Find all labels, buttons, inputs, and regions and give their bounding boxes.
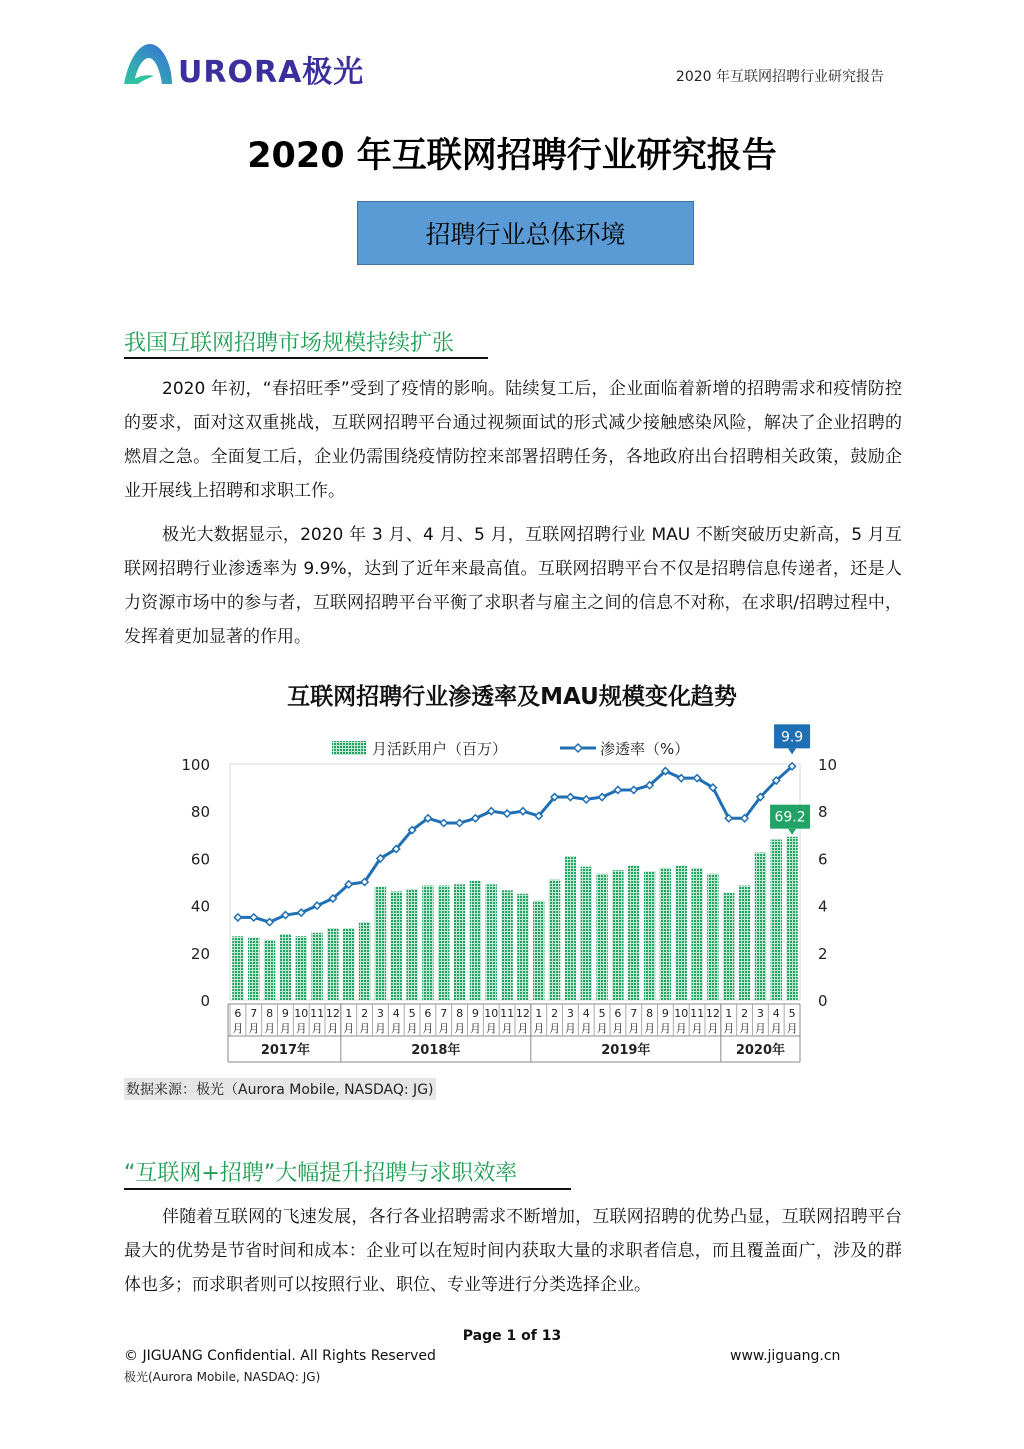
month-tick-label: 8 [646,1007,654,1020]
penetration-point [234,914,241,921]
month-suffix-label: 月 [691,1022,703,1035]
logo-text: URORA极光 [178,55,365,90]
page-number: Page 1 of 13 [462,1328,562,1344]
mau-bar [296,936,307,1000]
month-suffix-label: 月 [390,1022,402,1035]
month-tick-label: 2 [741,1007,749,1020]
section1-heading: 我国互联网招聘市场规模持续扩张 [124,331,455,356]
left-tick-label: 0 [200,992,210,1010]
month-suffix-label: 月 [659,1022,671,1035]
chart-title: 互联网招聘行业渗透率及MAU规模变化趋势 [287,684,737,710]
section-box [357,201,694,265]
right-tick-label: 4 [818,897,828,916]
right-tick-label: 0 [818,992,828,1010]
month-suffix-label: 月 [343,1022,355,1035]
annotation-mau-label: 69.2 [774,809,806,826]
mau-bar [723,893,734,1000]
mau-bar [391,891,402,1000]
section1-heading-underline [124,357,488,359]
month-suffix-label: 月 [564,1022,576,1035]
month-tick-label: 7 [630,1007,638,1020]
month-tick-label: 7 [440,1007,448,1020]
section-box-label: 招聘行业总体环境 [425,220,626,249]
month-tick-label: 6 [424,1007,432,1020]
month-suffix-label: 月 [264,1022,276,1035]
penetration-point [630,786,637,793]
month-suffix-label: 月 [374,1022,386,1035]
left-tick-label: 80 [190,803,210,822]
mau-bar [581,867,592,1000]
legend-bar-swatch [332,741,366,755]
mau-bar [327,928,338,1000]
left-tick-label: 60 [190,850,210,869]
month-suffix-label: 月 [628,1022,640,1035]
month-tick-label: 9 [661,1007,669,1020]
penetration-point [504,810,511,817]
annotation-penetration-label: 9.9 [780,729,804,746]
month-tick-label: 3 [376,1007,384,1020]
month-tick-label: 12 [325,1007,340,1020]
section2-heading-underline [124,1188,571,1190]
mau-bar [311,933,322,1000]
left-tick-label: 20 [190,944,210,963]
month-tick-label: 12 [515,1007,530,1020]
mau-bar [549,880,560,1000]
header-report-label: 2020 年互联网招聘行业研究报告 [675,69,884,85]
month-suffix-label: 月 [438,1022,450,1035]
month-tick-label: 4 [772,1007,780,1020]
mau-bar [264,940,275,1000]
penetration-point [456,820,463,827]
chart [160,722,860,1072]
month-suffix-label: 月 [295,1022,307,1035]
mau-bar [628,865,639,1000]
right-tick-label: 8 [818,803,828,822]
right-tick-label: 6 [818,850,828,869]
month-suffix-label: 月 [485,1022,497,1035]
year-label: 2019年 [601,1043,651,1058]
mau-bar [676,865,687,1000]
month-suffix-label: 月 [612,1022,624,1035]
year-label: 2018年 [411,1043,461,1058]
mau-bar [533,901,544,1000]
month-suffix-label: 月 [422,1022,434,1035]
month-suffix-label: 月 [406,1022,418,1035]
mau-bar [739,886,750,1000]
mau-bar [707,874,718,1000]
month-tick-label: 1 [345,1007,353,1020]
footer-website-link[interactable]: www.jiguang.cn [730,1348,841,1364]
month-tick-label: 7 [250,1007,258,1020]
month-tick-label: 5 [408,1007,416,1020]
legend-penetration-label: 渗透率（%） [600,740,690,758]
legend-line-marker [574,744,582,752]
month-suffix-label: 月 [469,1022,481,1035]
month-tick-label: 2 [361,1007,369,1020]
month-suffix-label: 月 [501,1022,513,1035]
month-suffix-label: 月 [770,1022,782,1035]
penetration-point [519,808,526,815]
mau-bar [280,934,291,1000]
section1-para1: 2020 年初，“春招旺季”受到了疫情的影响。陆续复工后，企业面临着新增的招聘需求和疫情防控的要求，面对这双重挑战，互联网招聘平台通过视频面试的形式减少接触感染风险，解决了企业招聘的燃眉之急。全面复工后，企业仍需围绕疫情防控来部署招聘任务，各地政府出台招聘相关政策，鼓励企业开展线上招聘和求职工作。 [124,379,902,501]
month-suffix-label: 月 [754,1022,766,1035]
month-tick-label: 6 [234,1007,242,1020]
month-suffix-label: 月 [248,1022,260,1035]
month-tick-label: 3 [566,1007,574,1020]
mau-bar [644,871,655,1000]
month-tick-label: 3 [756,1007,764,1020]
penetration-point [440,820,447,827]
month-suffix-label: 月 [723,1022,735,1035]
month-suffix-label: 月 [359,1022,371,1035]
month-suffix-label: 月 [739,1022,751,1035]
month-tick-label: 8 [266,1007,274,1020]
month-tick-label: 11 [690,1007,705,1020]
legend-mau-label: 月活跃用户（百万） [372,740,508,758]
month-tick-label: 6 [614,1007,622,1020]
month-tick-label: 10 [674,1007,689,1020]
month-suffix-label: 月 [644,1022,656,1035]
month-suffix-label: 月 [549,1022,561,1035]
mau-bar [422,886,433,1000]
aurora-logo-icon [122,42,174,86]
month-suffix-label: 月 [311,1022,323,1035]
penetration-point [250,914,257,921]
month-suffix-label: 月 [786,1022,798,1035]
mau-bar [691,868,702,1000]
month-tick-label: 5 [788,1007,796,1020]
month-tick-label: 1 [725,1007,733,1020]
month-suffix-label: 月 [517,1022,529,1035]
month-suffix-label: 月 [580,1022,592,1035]
year-label: 2020年 [735,1043,786,1058]
mau-bar [232,936,243,1000]
section2-para1: 伴随着互联网的飞速发展，各行各业招聘需求不断增加，互联网招聘的优势凸显，互联网招聘平台最大的优势是节省时间和成本：企业可以在短时间内获取大量的求职者信息，而且覆盖面广，涉及的群体也多；而求职者则可以按照行业、职位、专业等进行分类选择企业。 [124,1207,902,1295]
mau-bar [786,837,797,1000]
mau-bar [375,887,386,1000]
mau-bar [486,884,497,1000]
month-tick-label: 9 [471,1007,479,1020]
month-suffix-label: 月 [327,1022,339,1035]
section1-para2: 极光大数据显示，2020 年 3 月、4 月、5 月，互联网招聘行业 MAU 不断突破历史新高，5 月互联网招聘行业渗透率为 9.9%，达到了近年来最高值。互联网招聘平台不仅是招聘信息传递者，还是人力资源市场中的参与者，互联网招聘平台平衡了求职者与雇主之间的信息不对称，在求职/招聘过程中，发挥着更加显著的作用。 [124,525,902,647]
mau-bar [771,840,782,1000]
month-tick-label: 10 [294,1007,309,1020]
month-suffix-label: 月 [707,1022,719,1035]
month-tick-label: 9 [281,1007,289,1020]
mau-bar [755,853,766,1001]
month-tick-label: 2 [551,1007,559,1020]
month-tick-label: 4 [392,1007,400,1020]
data-source: 数据来源：极光（Aurora Mobile, NASDAQ: JG) [124,1078,436,1100]
month-tick-label: 11 [500,1007,515,1020]
page-title: 2020 年互联网招聘行业研究报告 [247,136,777,176]
month-suffix-label: 月 [454,1022,466,1035]
penetration-point [567,794,574,801]
month-tick-label: 1 [535,1007,543,1020]
mau-bar [612,870,623,1000]
mau-bar [660,868,671,1000]
mau-bar [343,928,354,1000]
left-tick-label: 40 [190,897,210,916]
right-tick-label: 2 [818,944,828,963]
footer-copyright: © JIGUANG Confidential. All Rights Reserved [124,1348,436,1364]
month-tick-label: 8 [456,1007,464,1020]
month-tick-label: 12 [705,1007,720,1020]
mau-bar [248,937,259,1000]
mau-bar [470,881,481,1000]
penetration-point [583,796,590,803]
month-suffix-label: 月 [232,1022,244,1035]
right-tick-label: 10 [818,756,838,774]
annotation-mau-pointer [788,829,796,835]
annotation-penetration-pointer [788,748,796,754]
month-suffix-label: 月 [675,1022,687,1035]
mau-bar [501,890,512,1000]
month-suffix-label: 月 [279,1022,291,1035]
mau-bar [517,894,528,1000]
mau-bar [359,922,370,1000]
section2-heading: “互联网+招聘”大幅提升招聘与求职效率 [124,1161,518,1186]
mau-bar [454,884,465,1000]
mau-bar [596,874,607,1000]
month-suffix-label: 月 [533,1022,545,1035]
month-tick-label: 5 [598,1007,606,1020]
mau-bar [565,856,576,1000]
month-tick-label: 11 [310,1007,325,1020]
mau-bar [406,889,417,1000]
month-tick-label: 10 [484,1007,499,1020]
left-tick-label: 100 [181,756,210,774]
year-label: 2017年 [260,1043,311,1058]
footer-company: 极光(Aurora Mobile, NASDAQ: JG) [124,1370,321,1384]
month-suffix-label: 月 [596,1022,608,1035]
month-tick-label: 4 [582,1007,590,1020]
mau-bar [438,886,449,1000]
